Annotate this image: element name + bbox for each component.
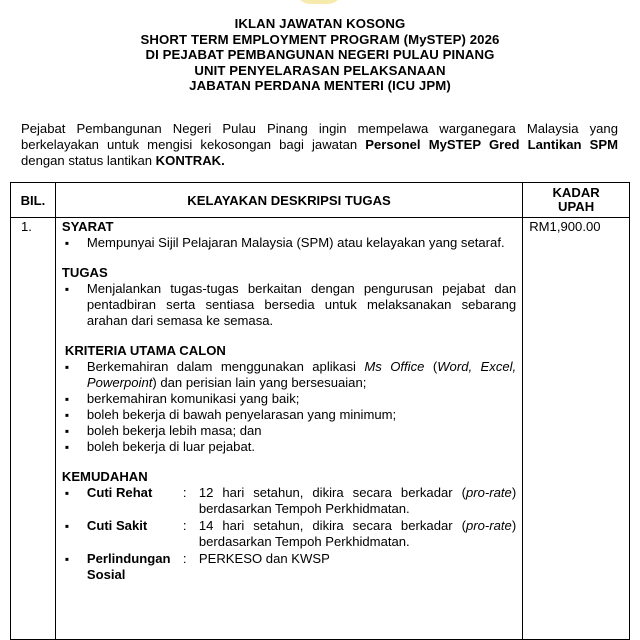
- intro-status: KONTRAK.: [155, 153, 225, 168]
- perlindungan-label: ▪ Perlindungan Sosial: [86, 551, 171, 582]
- list-item: ▪ boleh bekerja di bawah penyelarasan yang minimum;: [62, 407, 516, 423]
- crest-logo-fragment: [296, 0, 342, 4]
- list-item: ▪ boleh bekerja di luar pejabat.: [62, 439, 516, 455]
- heading-line-4: UNIT PENYELARASAN PELAKSANAAN: [194, 62, 446, 78]
- header-description: KELAYAKAN DESKRIPSI TUGAS: [55, 183, 522, 218]
- list-item: ▪ Mempunyai Sijil Pelajaran Malaysia (SPM) atau kelayakan yang setaraf.: [62, 235, 516, 251]
- intro-position-title: Personel MySTEP Gred Lantikan SPM: [365, 137, 618, 152]
- document-heading: [0, 16, 640, 94]
- cuti-sakit-label: ▪ Cuti Sakit: [86, 518, 148, 533]
- heading-line-2: SHORT TERM EMPLOYMENT PROGRAM (MySTEP) 2026: [140, 31, 500, 47]
- intro-text-before: Pejabat Pembangunan Negeri Pulau Pinang ingin mempelawa warganegara Malaysia yang berkelayakan untuk mengisi kekosongan bagi jawatan: [21, 121, 618, 152]
- table-row: [11, 218, 630, 640]
- list-item: ▪ berkemahiran komunikasi yang baik;: [62, 391, 516, 407]
- cuti-rehat-label: ▪ Cuti Rehat: [86, 485, 153, 500]
- perlindungan-value: PERKESO dan KWSP: [198, 551, 330, 566]
- job-table: [10, 182, 630, 640]
- row-number: 1.: [11, 218, 56, 640]
- tugas-title: TUGAS: [61, 265, 108, 280]
- heading-line-5: JABATAN PERDANA MENTERI (ICU JPM): [189, 78, 451, 94]
- header-upah: UPAH: [558, 199, 595, 214]
- kemudahan-title: KEMUDAHAN: [61, 469, 148, 484]
- cuti-rehat-value: 12 hari setahun, dikira secara berkadar (pro-rate) berdasarkan Tempoh Perkhidmatan.: [198, 485, 517, 516]
- list-item: ▪ boleh bekerja lebih masa; dan: [62, 423, 516, 439]
- kriteria-title: KRITERIA UTAMA CALON: [64, 343, 226, 358]
- heading-line-1: IKLAN JAWATAN KOSONG: [234, 16, 406, 31]
- intro-text-middle: dengan status lantikan: [21, 153, 156, 168]
- header-bil: BIL.: [11, 183, 56, 218]
- header-kadar: KADAR: [552, 185, 600, 200]
- facility-cuti-sakit: ▪ Cuti Sakit : 14 hari setahun, dikira secara berkadar (pro-rate) berdasarkan Tempoh Perkhidmatan.: [62, 518, 516, 550]
- table-header-row: [11, 183, 630, 218]
- intro-paragraph: [21, 121, 618, 169]
- row-description: [55, 218, 522, 640]
- syarat-title: SYARAT: [61, 219, 114, 234]
- kriteria-list: [62, 359, 516, 455]
- row-pay-rate: RM1,900.00: [523, 218, 630, 640]
- facility-cuti-rehat: ▪ Cuti Rehat : 12 hari setahun, dikira secara berkadar (pro-rate) berdasarkan Tempoh Perkhidmatan.: [62, 485, 516, 517]
- heading-line-3: DI PEJABAT PEMBANGUNAN NEGERI PULAU PINANG: [145, 47, 495, 63]
- cuti-sakit-value: 14 hari setahun, dikira secara berkadar (pro-rate) berdasarkan Tempoh Perkhidmatan.: [198, 518, 517, 549]
- list-item: ▪ Berkemahiran dalam menggunakan aplikasi Ms Office (Word, Excel, Powerpoint) dan perisian lain yang bersesuaian;: [62, 359, 516, 391]
- header-kadar-upah: [523, 183, 630, 218]
- tugas-list: [62, 281, 516, 329]
- syarat-list: [62, 235, 516, 251]
- list-item: ▪ Menjalankan tugas-tugas berkaitan dengan pengurusan pejabat dan pentadbiran serta sentiasa bersedia untuk melaksanakan sebarang arahan dari semasa ke semasa.: [62, 281, 516, 329]
- facility-perlindungan-sosial: ▪ Perlindungan Sosial : PERKESO dan KWSP: [62, 551, 516, 583]
